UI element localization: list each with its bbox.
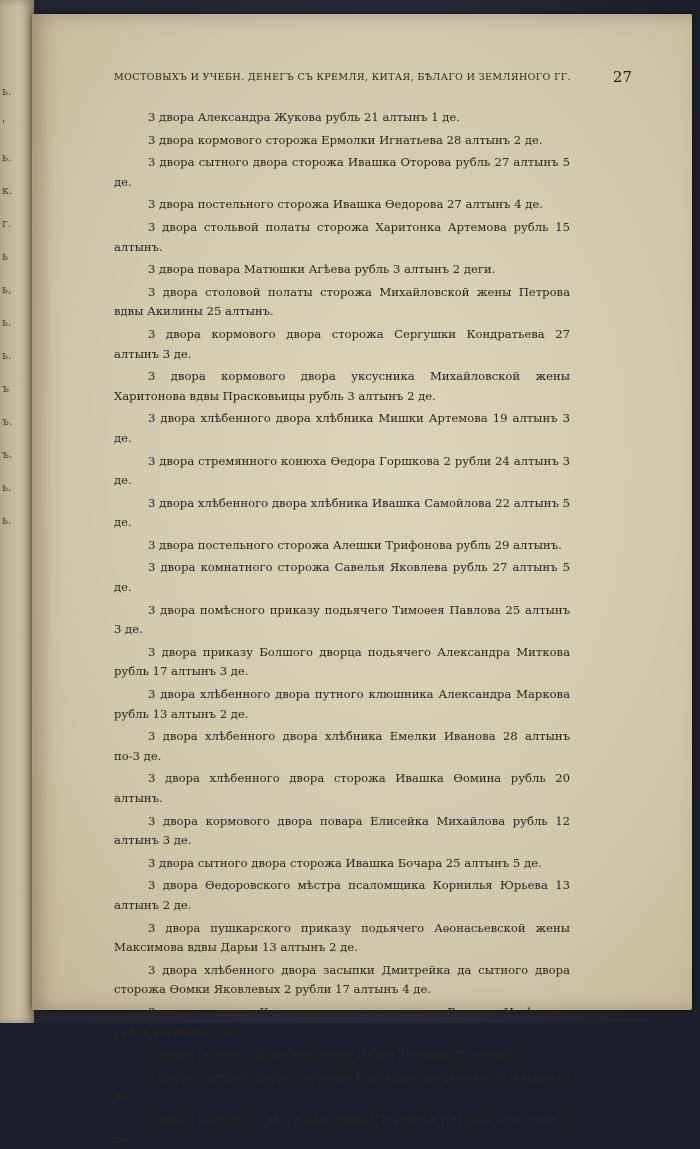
entry-paragraph: 3 двора стольвой полаты сторожа Харитонка Артемова рубль 15 алтынъ.	[114, 219, 570, 254]
entry-paragraph: 3 двора сытного двора подьячего Петра Злобина 29 алтынъ.	[148, 1047, 520, 1062]
entry-paragraph: 3 двора хлѣбенного двора хлѣбника Емелки Иванова 28 алтынъ по-3 де.	[114, 729, 570, 763]
running-head: МОСТОВЫХЪ И УЧЕБН. ДЕНЕГЪ СЪ КРЕМЛЯ, КИТАЯ, БѢЛАГО И ЗЕМЛЯНОГО ГГ.	[114, 72, 571, 83]
entry-paragraph: 3 двора постельного сторожа Ивашка Өедорова 27 алтынъ 4 де.	[148, 197, 543, 212]
entry-paragraph: 3 двора кормового двора сторожа Сергушки Кондратьева 27 алтынъ 3 де.	[114, 326, 570, 361]
entry-paragraph: 3 двора хлѣбенного двора сторожа Ивашка Өомина рубль 20 алтынъ.	[114, 771, 570, 805]
facing-page-fragment: ь.	[2, 316, 12, 329]
entry-paragraph: 3 двора Александра Жукова рубль 21 алтынъ 1 де.	[148, 110, 460, 124]
facing-page-fragment: ъ.	[2, 448, 13, 461]
facing-page-fragment: '	[2, 118, 6, 131]
facing-page-fragment: ь.	[2, 349, 12, 362]
facing-page-fragment: ъ.	[2, 415, 13, 428]
entry-paragraph: 3 двора кормового двора повара Елисейка Михайлова рубль 12 алтынъ 3 де.	[114, 813, 570, 848]
entry-paragraph: 3 двора стремянного конюха Өедора Горшкова 2 рубли 24 алтынъ 3 де.	[114, 453, 570, 488]
facing-page-fragment: к.	[2, 184, 13, 197]
facing-page-edge	[0, 0, 34, 1023]
entry-paragraph: 3 двора сытного двора сторожа Ивашка Бочара 25 алтынъ 5 де.	[148, 855, 542, 870]
entry-paragraph: 3 двора кормового двора уксусника Михайловской жены Харитонова вдвы Прасковьицы рубль 3 алтынъ 2 де.	[114, 369, 570, 403]
entry-paragraph: 3 двора столовой полаты сторожа Михайловской жены Петрова вдвы Акилины 25 алтынъ.	[114, 284, 570, 319]
entry-paragraph: 3 двора кормового двора квасовника Терентья Петрова 28 алтынъ 2 де.	[114, 1111, 570, 1146]
page-header	[114, 68, 634, 90]
entry-paragraph: 3 двора хлѣбенного двора хлѣбника Ивашка Самойлова 22 алтынъ 5 де.	[114, 495, 570, 530]
entry-paragraph: 3 двора повара Матюшки Агѣева рубль 3 алтынъ 2 деги.	[148, 262, 496, 277]
facing-page-fragment: ъ	[2, 382, 9, 395]
entry-paragraph: 3 двора хлѣбенного двора засыпки Дмитрейка да сытного двора сторожа Өомки Яковлевых 2 рубли 17 алтынъ 4 де.	[114, 962, 570, 997]
facing-page-fragment: ь,	[2, 283, 12, 296]
entry-paragraph: 3 двора сытника Костянтина да подключника Василья Исгѣевыхъ рубль 4 алтынъ 2 де.	[114, 1004, 570, 1039]
entry-paragraph: 3 двора Өедоровского мѣстра псаломщика Корнилья Юрьева 13 алтынъ 2 де.	[114, 878, 570, 912]
entry-paragraph: 3 двора хлѣбенного двора хлѣбника Мишки Артемова 19 алтынъ 3 де.	[114, 411, 570, 445]
facing-page-fragment: ь	[2, 250, 8, 263]
entry-paragraph: 3 двора помѣсного приказу подьячего Тимоѳея Павлова 25 алтынъ 3 де.	[114, 602, 570, 637]
facing-page-fragment: ь.	[2, 151, 12, 164]
entry-paragraph: 3 двора кормового сторожа Ермолки Игнатьева 28 алтынъ 2 де.	[148, 132, 543, 147]
facing-page-fragment: ь.	[2, 85, 12, 98]
entry-paragraph: 3 двора сытного двора сторожа Ивашка Оторова рубль 27 алтынъ 5 де.	[114, 155, 570, 189]
entry-paragraph: 3 двора постельного сторожа Алешки Трифонова рубль 29 алтынъ.	[148, 537, 562, 552]
entry-paragraph: 3 двора сытного двора сторожа Елизарка Анофреева 30 алтынъ 3 де.	[114, 1069, 570, 1104]
facing-page-fragment: г.	[2, 217, 12, 230]
entry-paragraph: 3 двора комнатного сторожа Савелья Яковлева рубль 27 алтынъ 5 де.	[114, 560, 570, 595]
facing-page-fragment: ь.	[2, 514, 12, 527]
entry-paragraph: 3 двора пушкарского приказу подьячего Аѳонасьевской жены Максимова вдвы Дарьи 13 алтынъ 2 де.	[114, 920, 570, 955]
entry-paragraph: 3 двора приказу Болшого дворца подьячего Александра Миткова рубль 17 алтынъ 3 де.	[114, 644, 570, 679]
facing-page-fragment: ь.	[2, 481, 12, 494]
page-body	[114, 108, 570, 1149]
page-number: 27	[612, 68, 632, 86]
entry-paragraph: 3 двора хлѣбенного двора путного клюшника Александра Маркова рубль 13 алтынъ 2 де.	[114, 687, 570, 721]
